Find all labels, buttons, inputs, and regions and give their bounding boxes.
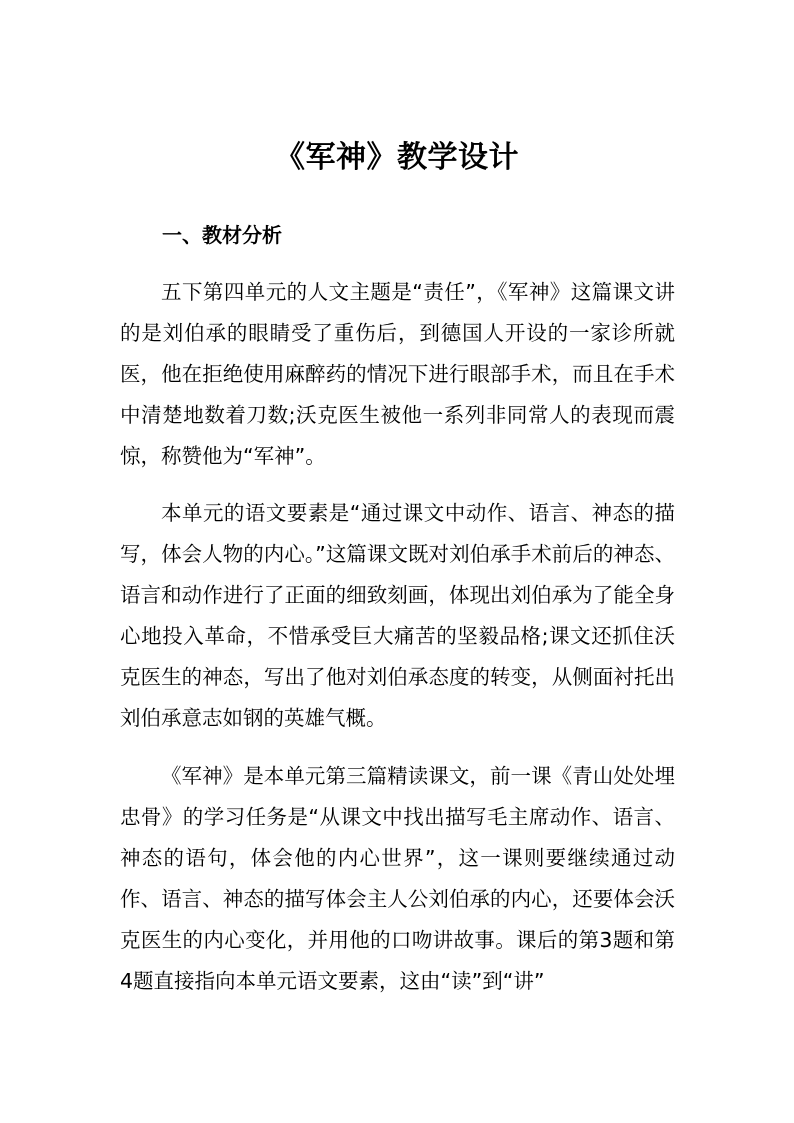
section-heading: 一、教材分析 bbox=[162, 223, 282, 247]
paragraph-3: 《军神》是本单元第三篇精读课文，前一课《青山处处埋忠骨》的学习任务是“从课文中找出描写毛主席动作、语言、神态的语句，体会他的内心世界”，这一课则要继续通过动作、语言、神态的描写体会主人公刘伯承的内心，还要体会沃克医生的内心变化，并用他的口吻讲故事。课后的第3题和第4题直接指向本单元语文要素，这由“读”到“讲” bbox=[120, 764, 675, 993]
paragraph-1: 五下第四单元的人文主题是“责任”，《军神》这篇课文讲的是刘伯承的眼睛受了重伤后，到德国人开设的一家诊所就医，他在拒绝使用麻醉药的情况下进行眼部手术，而且在手术中清楚地数着刀数;沃克医生被他一系列非同常人的表现而震惊，称赞他为“军神”。 bbox=[120, 280, 675, 468]
paragraph-2: 本单元的语文要素是“通过课文中动作、语言、神态的描写，体会人物的内心。”这篇课文既对刘伯承手术前后的神态、语言和动作进行了正面的细致刻画，体现出刘伯承为了能全身心地投入革命，不惜承受巨大痛苦的坚毅品格;课文还抓住沃克医生的神态，写出了他对刘伯承态度的转变，从侧面衬托出刘伯承意志如钢的英雄气概。 bbox=[120, 501, 675, 730]
document-title: 《军神》教学设计 bbox=[275, 140, 519, 175]
